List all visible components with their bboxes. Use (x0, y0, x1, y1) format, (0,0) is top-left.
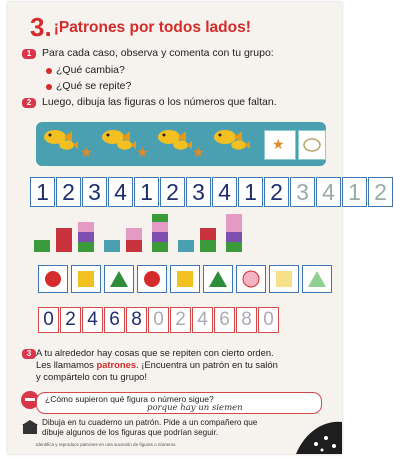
shape-cell (269, 265, 299, 293)
bullet-icon (46, 68, 52, 74)
number-cell: 3 (186, 177, 211, 207)
number-cell: 1 (134, 177, 159, 207)
fish-pattern-strip (36, 122, 326, 166)
shell-icon (299, 131, 325, 159)
shape-cell (236, 265, 266, 293)
lesson-number: 3. (30, 12, 52, 42)
starfish-icon: ★ (80, 144, 93, 160)
block-tower (200, 228, 216, 252)
shape-cell (170, 265, 200, 293)
block-tower (226, 214, 242, 252)
hint-question: ¿Cómo supieron qué figura o número sigue? (45, 394, 214, 404)
number-cell[interactable]: 2 (368, 177, 393, 207)
lesson-title: ¡Patrones por todos lados! (53, 19, 251, 36)
homework-text (42, 418, 257, 438)
fish-icon (58, 136, 78, 154)
step3-text (36, 347, 334, 383)
digit-cell: 4 (82, 307, 103, 333)
starfish-answer-cell (264, 130, 296, 160)
digit-cell[interactable]: 2 (170, 307, 191, 333)
number-cell[interactable]: 1 (342, 177, 367, 207)
shape-cell (38, 265, 68, 293)
yellow-square-icon (171, 266, 199, 292)
patterns-keyword: patrones (96, 359, 137, 370)
shape-cell (203, 265, 233, 293)
hint-box (36, 392, 322, 414)
number-cell[interactable]: 3 (290, 177, 315, 207)
digit-cell[interactable]: 0 (258, 307, 279, 333)
block-tower (152, 214, 168, 252)
block-towers-pattern (34, 212, 324, 254)
step-badge-1: 1 (22, 49, 36, 59)
homework-line1: Dibuja en tu cuaderno un patrón. Pide a un compañero que (42, 418, 258, 427)
block-tower (126, 228, 142, 252)
number-cell: 1 (30, 177, 55, 207)
block-tower (78, 222, 94, 252)
number-cell: 2 (56, 177, 81, 207)
shape-cell (302, 265, 332, 293)
number-cell: 3 (82, 177, 107, 207)
step-badge-3: 3 (22, 349, 36, 359)
question-what-repeats: ¿Qué se repite? (56, 80, 132, 92)
question-what-changes: ¿Qué cambia? (56, 64, 125, 76)
fish-icon (230, 136, 250, 154)
homework-line2: dibuje algunos de los figuras que podrían seguir. (42, 428, 219, 437)
bullet-icon (46, 84, 52, 90)
textbook-page (8, 2, 387, 454)
block-tower (56, 228, 72, 252)
step-badge-2: 2 (22, 98, 36, 108)
homework-icon (20, 418, 40, 438)
even-number-pattern-row (38, 307, 280, 335)
number-cell: 4 (212, 177, 237, 207)
digit-cell: 6 (104, 307, 125, 333)
shape-cell (104, 265, 134, 293)
light-square-icon (270, 266, 298, 292)
digit-cell: 0 (38, 307, 59, 333)
number-cell: 4 (108, 177, 133, 207)
digit-cell: 8 (126, 307, 147, 333)
number-cell: 2 (264, 177, 289, 207)
page-title (30, 12, 251, 43)
number-cell: 1 (238, 177, 263, 207)
block-tower (178, 240, 194, 252)
number-cell[interactable]: 4 (316, 177, 341, 207)
yellow-square-icon (72, 266, 100, 292)
light-triangle-icon (303, 266, 331, 292)
green-triangle-icon (204, 266, 232, 292)
step3-line3: y compártelo con tu grupo! (36, 371, 147, 382)
step1-text: Para cada caso, observa y comenta con tu grupo: (42, 47, 274, 59)
red-circle-icon (138, 266, 166, 292)
number-pattern-row (30, 177, 394, 207)
step3-line2 (36, 359, 334, 371)
digit-cell[interactable]: 4 (192, 307, 213, 333)
page-footer: Identifica y reproduce patrones en una sucesión de figuras o números. (36, 442, 177, 447)
digit-cell[interactable]: 6 (214, 307, 235, 333)
starfish-icon: ★ (272, 136, 285, 152)
block-tower (34, 240, 50, 252)
starfish-icon: ★ (136, 144, 149, 160)
number-cell: 2 (160, 177, 185, 207)
pink-circle-icon (237, 266, 265, 292)
step3-line1: A tu alrededor hay cosas que se repiten con cierto orden. (36, 347, 274, 358)
shape-cell (137, 265, 167, 293)
corner-dots-decoration (296, 420, 342, 454)
digit-cell[interactable]: 0 (148, 307, 169, 333)
digit-cell: 2 (60, 307, 81, 333)
handwritten-answer[interactable]: porque hay un siemen (147, 403, 243, 413)
shape-cell (71, 265, 101, 293)
digit-cell[interactable]: 8 (236, 307, 257, 333)
step3-line2-start: Les llamamos (36, 359, 97, 370)
block-tower (104, 240, 120, 252)
step3-line2-end: . ¡Encuentra un patrón en tu salón (136, 359, 278, 370)
starfish-icon: ★ (192, 144, 205, 160)
fish-icon (172, 136, 192, 154)
shell-answer-cell (298, 130, 326, 160)
step2-text: Luego, dibuja las figuras o los números que faltan. (42, 96, 277, 108)
red-circle-icon (39, 266, 67, 292)
green-triangle-icon (105, 266, 133, 292)
shape-pattern-row (38, 265, 335, 293)
fish-icon (116, 136, 136, 154)
